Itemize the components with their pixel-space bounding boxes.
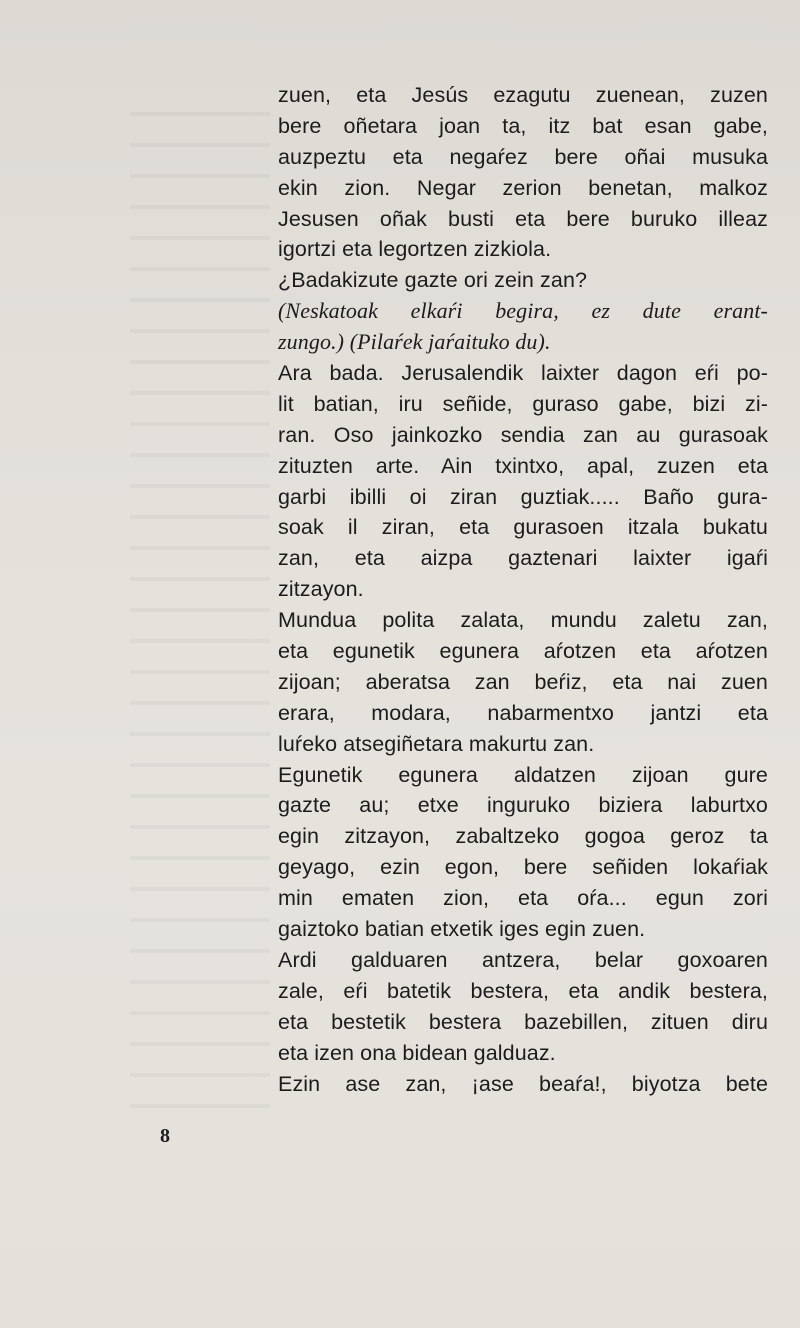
text-line: zungo.) (Pilaŕek jaŕaituko du). <box>278 329 551 355</box>
text-line: zale, eŕi batetik bestera, eta andik bestera, <box>278 978 768 1003</box>
text-line: zitzayon. <box>278 577 364 602</box>
text-line: luŕeko atsegiñetara makurtu zan. <box>278 731 595 756</box>
show-through-text <box>130 90 270 1130</box>
text-line: Ezin ase zan, ¡ase beaŕa!, biyotza bete <box>278 1071 768 1096</box>
text-line: ekin zion. Negar zerion benetan, malkoz <box>278 175 768 200</box>
text-line: Mundua polita zalata, mundu zaletu zan, <box>278 608 768 633</box>
text-line: gazte au; etxe inguruko biziera laburtxo <box>278 793 768 818</box>
text-line: eta egunetik egunera aŕotzen eta aŕotzen <box>278 639 768 664</box>
text-line: eta izen ona bidean galduaz. <box>278 1040 556 1065</box>
text-line: egin zitzayon, zabaltzeko gogoa geroz ta <box>278 824 768 849</box>
text-line: soak il ziran, eta gurasoen itzala bukatu <box>278 515 768 540</box>
body-text <box>278 80 768 1099</box>
text-line: erara, modara, nabarmentxo jantzi eta <box>278 700 768 725</box>
text-line: eta bestetik bestera bazebillen, zituen diru <box>278 1009 768 1034</box>
text-line: zuen, eta Jesús ezagutu zuenean, zuzen <box>278 83 768 107</box>
text-line: ran. Oso jainkozko sendia zan au gurasoak <box>278 422 768 447</box>
text-line: auzpeztu eta negaŕez bere oñai musuka <box>278 144 768 169</box>
text-line: zijoan; aberatsa zan beŕiz, eta nai zuen <box>278 669 768 694</box>
text-line: lit batian, iru señide, guraso gabe, bizi zi- <box>278 391 768 416</box>
page-number: 8 <box>160 1125 170 1147</box>
text-line: min ematen zion, eta oŕa... egun zori <box>278 886 768 911</box>
text-line: (Neskatoak elkaŕi begira, ez dute erant- <box>278 298 768 324</box>
text-line: bere oñetara joan ta, itz bat esan gabe, <box>278 113 768 138</box>
text-line: Jesusen oñak busti eta bere buruko illeaz <box>278 206 768 231</box>
text-line: zan, eta aizpa gaztenari laixter igaŕi <box>278 546 768 571</box>
text-line: gaiztoko batian etxetik iges egin zuen. <box>278 917 646 942</box>
text-line: ¿Badakizute gazte ori zein zan? <box>278 268 588 293</box>
text-line: zituzten arte. Ain txintxo, apal, zuzen eta <box>278 453 768 478</box>
text-line: Ara bada. Jerusalendik laixter dagon eŕi po- <box>278 361 768 386</box>
text-line: igortzi eta legortzen zizkiola. <box>278 237 552 262</box>
text-line: Ardi galduaren antzera, belar goxoaren <box>278 947 768 972</box>
text-line: Egunetik egunera aldatzen zijoan gure <box>278 762 768 787</box>
text-line: garbi ibilli oi ziran guztiak..... Baño gura- <box>278 484 768 509</box>
text-line: geyago, ezin egon, bere señiden lokaŕiak <box>278 855 768 880</box>
